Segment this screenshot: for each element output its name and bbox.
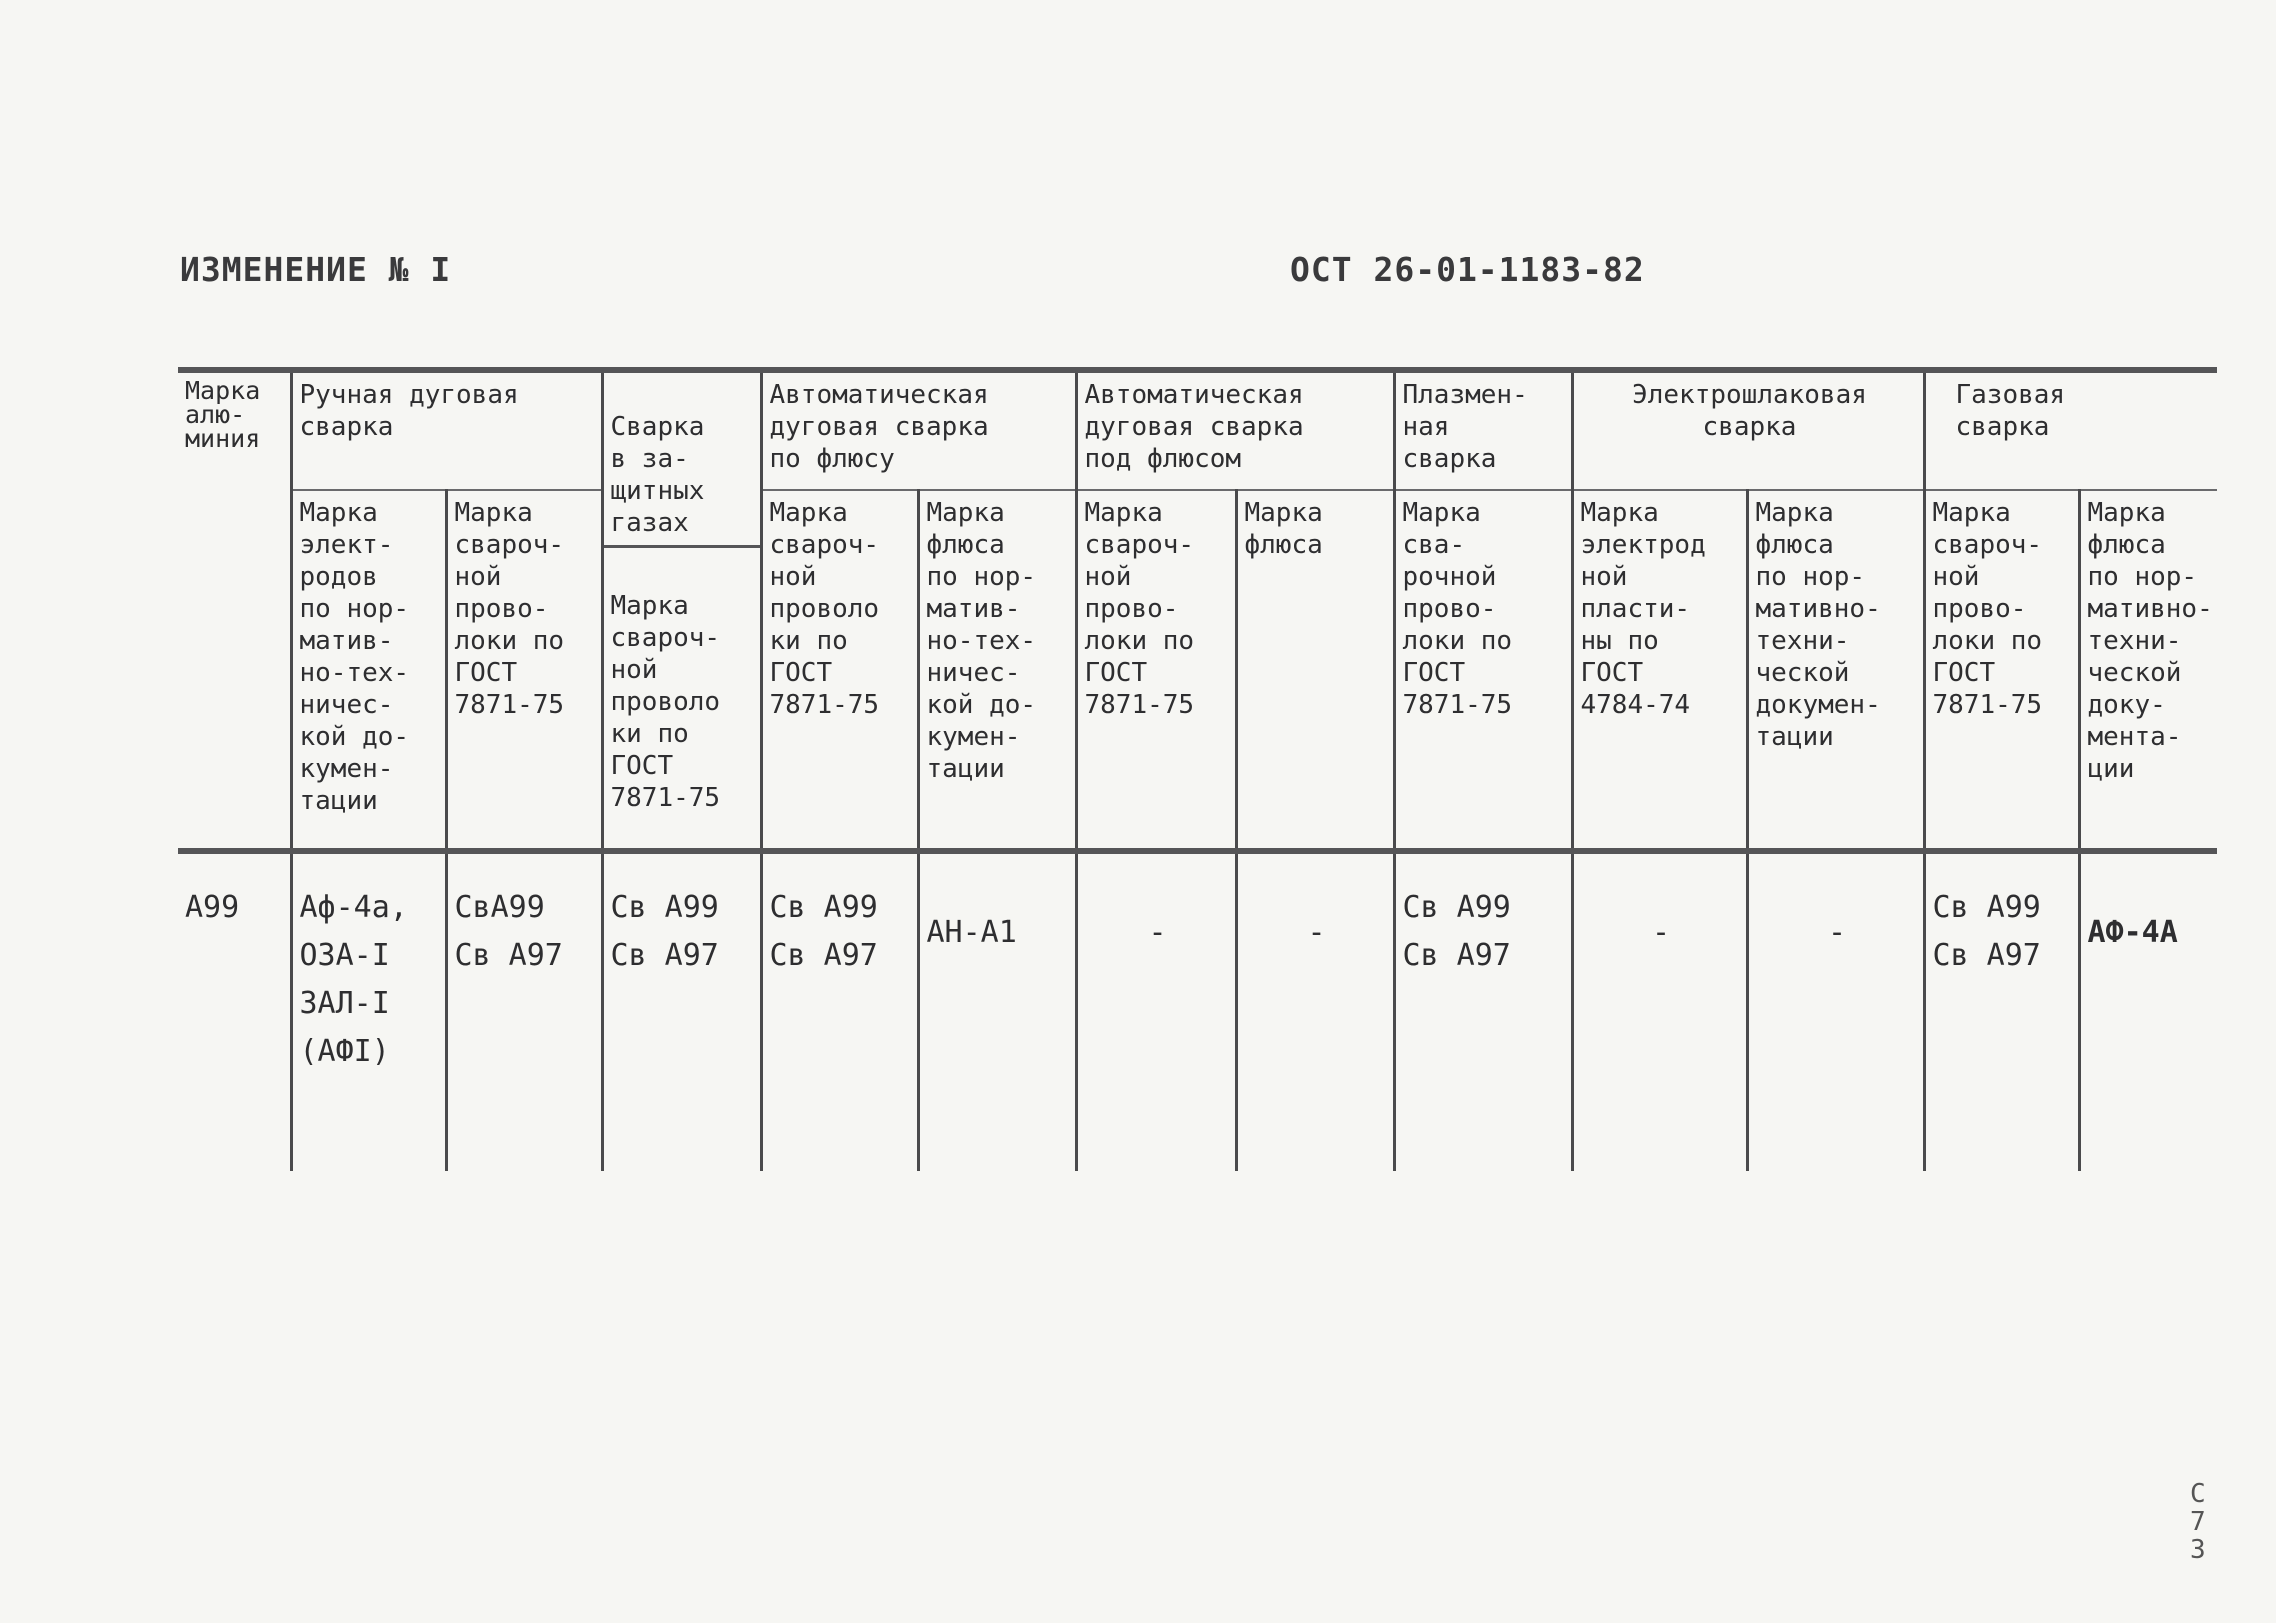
col-under-flux-flux: Марка флюса [1236,490,1394,851]
page-edge-mark: С 7 З [2190,1479,2206,1565]
cell-gas-flux: АФ-4А [2079,851,2217,1171]
group-shielded-gas-title: Сварка в за- щитных газах [604,411,760,548]
col-auto-flux-wire: Марка свароч- ной проволо ки по ГОСТ 7871-75 [761,490,918,851]
col-auto-flux-flux: Марка флюса по нор- матив- но-тех- ничес- кой до- кумен- тации [918,490,1076,851]
group-gas: Газовая сварка [1924,370,2217,490]
cell-gas-wire: Св А99 Св А97 [1924,851,2079,1171]
col-shielded-wire: Марка свароч- ной проволо ки по ГОСТ 7871-75 [610,591,721,813]
group-plasma: Плазмен- ная сварка [1394,370,1572,490]
group-auto-flux: Автоматическая дуговая сварка по флюсу [761,370,1076,490]
cell-plasma-wire: Св А99 Св А97 [1394,851,1572,1171]
cell-under-flux-flux: - [1236,851,1394,1171]
cell-electroslag-flux: - [1747,851,1924,1171]
col-manual-electrode: Марка элект- родов по нор- матив‑ но-тех- ничес- кой до- кумен- тации [291,490,446,851]
standard-number: ОСТ 26-01-1183-82 [1290,250,1645,289]
cell-auto-flux-flux: АН-А1 [918,851,1076,1171]
group-manual-arc: Ручная дуговая сварка [291,370,602,490]
col-electroslag-plate: Марка электрод ной пласти- ны по ГОСТ 4784-74 [1572,490,1747,851]
col-plasma-wire: Марка сва- рочной прово- локи по ГОСТ 7871-75 [1394,490,1572,851]
change-number: ИЗМЕНЕНИЕ № I [180,250,452,289]
cell-under-flux-wire: - [1076,851,1236,1171]
group-shielded-gas [602,370,761,851]
cell-electroslag-plate: - [1572,851,1747,1171]
col-manual-wire: Марка свароч- ной прово- локи по ГОСТ 7871-75 [446,490,602,851]
aluminium-grade-header: Марка алю- миния [178,370,291,851]
col-electroslag-flux: Марка флюса по нор- мативно- техни- ческой докумен- тации [1747,490,1924,851]
cell-manual-wire: СвА99 Св А97 [446,851,602,1171]
col-under-flux-wire: Марка свароч- ной прово- локи по ГОСТ 7871-75 [1076,490,1236,851]
group-auto-under-flux: Автоматическая дуговая сварка под флюсом [1076,370,1394,490]
col-gas-wire: Марка свароч- ной прово- локи по ГОСТ 7871-75 [1924,490,2079,851]
col-gas-flux: Марка флюса по нор- мативно- техни- ческой доку- мента- ции [2079,490,2217,851]
cell-manual-electrode: Аф-4а, ОЗА-I ЗАЛ-I (АФI) [291,851,446,1171]
welding-materials-table [178,367,2217,1171]
table-row [178,851,2217,1171]
cell-auto-flux-wire: Св А99 Св А97 [761,851,918,1171]
group-electroslag: Электрошлаковая сварка [1572,370,1924,490]
cell-grade: А99 [178,851,291,1171]
cell-shielded-wire: Св А99 Св А97 [602,851,761,1171]
